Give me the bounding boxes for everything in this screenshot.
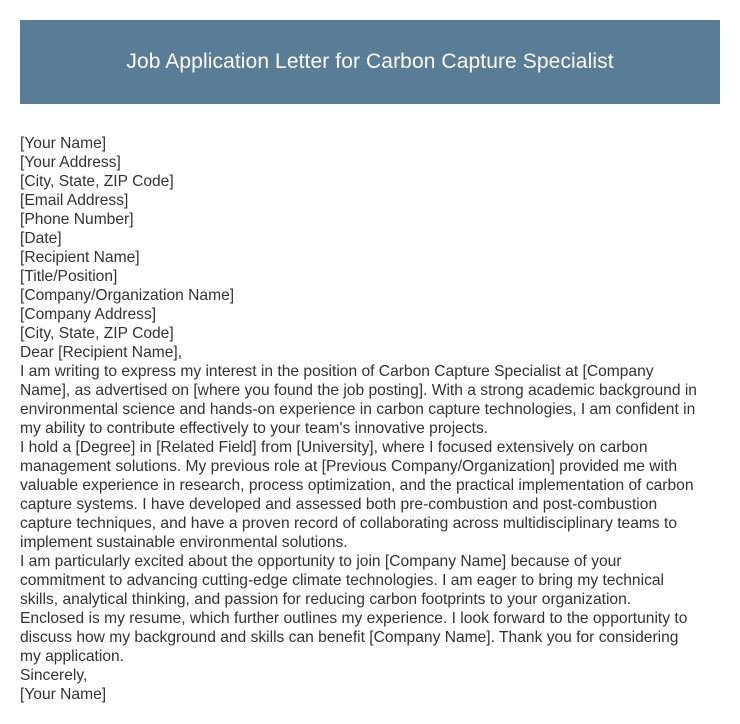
- closing: Sincerely,: [20, 667, 88, 684]
- sender-address: [Your Address]: [20, 154, 121, 171]
- letter-date: [Date]: [20, 230, 62, 247]
- recipient-name: [Recipient Name]: [20, 249, 140, 266]
- paragraph-line: I am writing to express my interest in the position of Carbon Capture Specialist at [Company: [20, 363, 654, 380]
- recipient-block: [20, 248, 720, 343]
- paragraph-line: my ability to contribute effectively to your team's innovative projects.: [20, 420, 489, 437]
- paragraph-line: skills, analytical thinking, and passion for reducing carbon footprints to your organization.: [20, 591, 632, 608]
- salutation: Dear [Recipient Name],: [20, 344, 183, 361]
- sender-name: [Your Name]: [20, 135, 107, 152]
- paragraph-line: my application.: [20, 648, 125, 665]
- paragraph-line: Enclosed is my resume, which further outlines my experience. I look forward to the opportunity to: [20, 610, 688, 627]
- paragraph-line: I am particularly excited about the opportunity to join [Company Name] because of your: [20, 553, 622, 570]
- letter-header: [20, 20, 720, 104]
- paragraph-line: I hold a [Degree] in [Related Field] from [University], where I focused extensively on carbon: [20, 439, 648, 456]
- signature: [Your Name]: [20, 686, 107, 703]
- paragraph-line: discuss how my background and skills can benefit [Company Name]. Thank you for considering: [20, 629, 679, 646]
- recipient-address: [Company Address]: [20, 306, 157, 323]
- paragraph-line: environmental science and hands-on experience in carbon capture technologies, I am confident in: [20, 401, 696, 418]
- paragraph-line: commitment to advancing cutting-edge climate technologies. I am eager to bring my technical: [20, 572, 665, 589]
- paragraph-line: management solutions. My previous role at [Previous Company/Organization] provided me with: [20, 458, 677, 475]
- paragraph-closing: [20, 609, 720, 666]
- letter-body: [20, 134, 720, 704]
- paragraph-line: capture techniques, and have a proven record of collaborating across multidisciplinary teams to: [20, 515, 678, 532]
- paragraph-intro: [20, 362, 720, 438]
- recipient-company: [Company/Organization Name]: [20, 287, 235, 304]
- recipient-title: [Title/Position]: [20, 268, 118, 285]
- recipient-city-state-zip: [City, State, ZIP Code]: [20, 325, 174, 342]
- paragraph-motivation: [20, 552, 720, 609]
- sender-city-state-zip: [City, State, ZIP Code]: [20, 173, 174, 190]
- sender-email: [Email Address]: [20, 192, 129, 209]
- sender-phone: [Phone Number]: [20, 211, 134, 228]
- paragraph-line: Name], as advertised on [where you found the job posting]. With a strong academic background in: [20, 382, 697, 399]
- page-title: Job Application Letter for Carbon Capture Specialist: [126, 50, 614, 73]
- paragraph-qualifications: [20, 438, 720, 552]
- paragraph-line: valuable experience in research, process optimization, and the practical implementation of carbon: [20, 477, 694, 494]
- paragraph-line: implement sustainable environmental solutions.: [20, 534, 348, 551]
- sender-block: [20, 134, 720, 248]
- paragraph-line: capture systems. I have developed and assessed both pre-combustion and post-combustion: [20, 496, 658, 513]
